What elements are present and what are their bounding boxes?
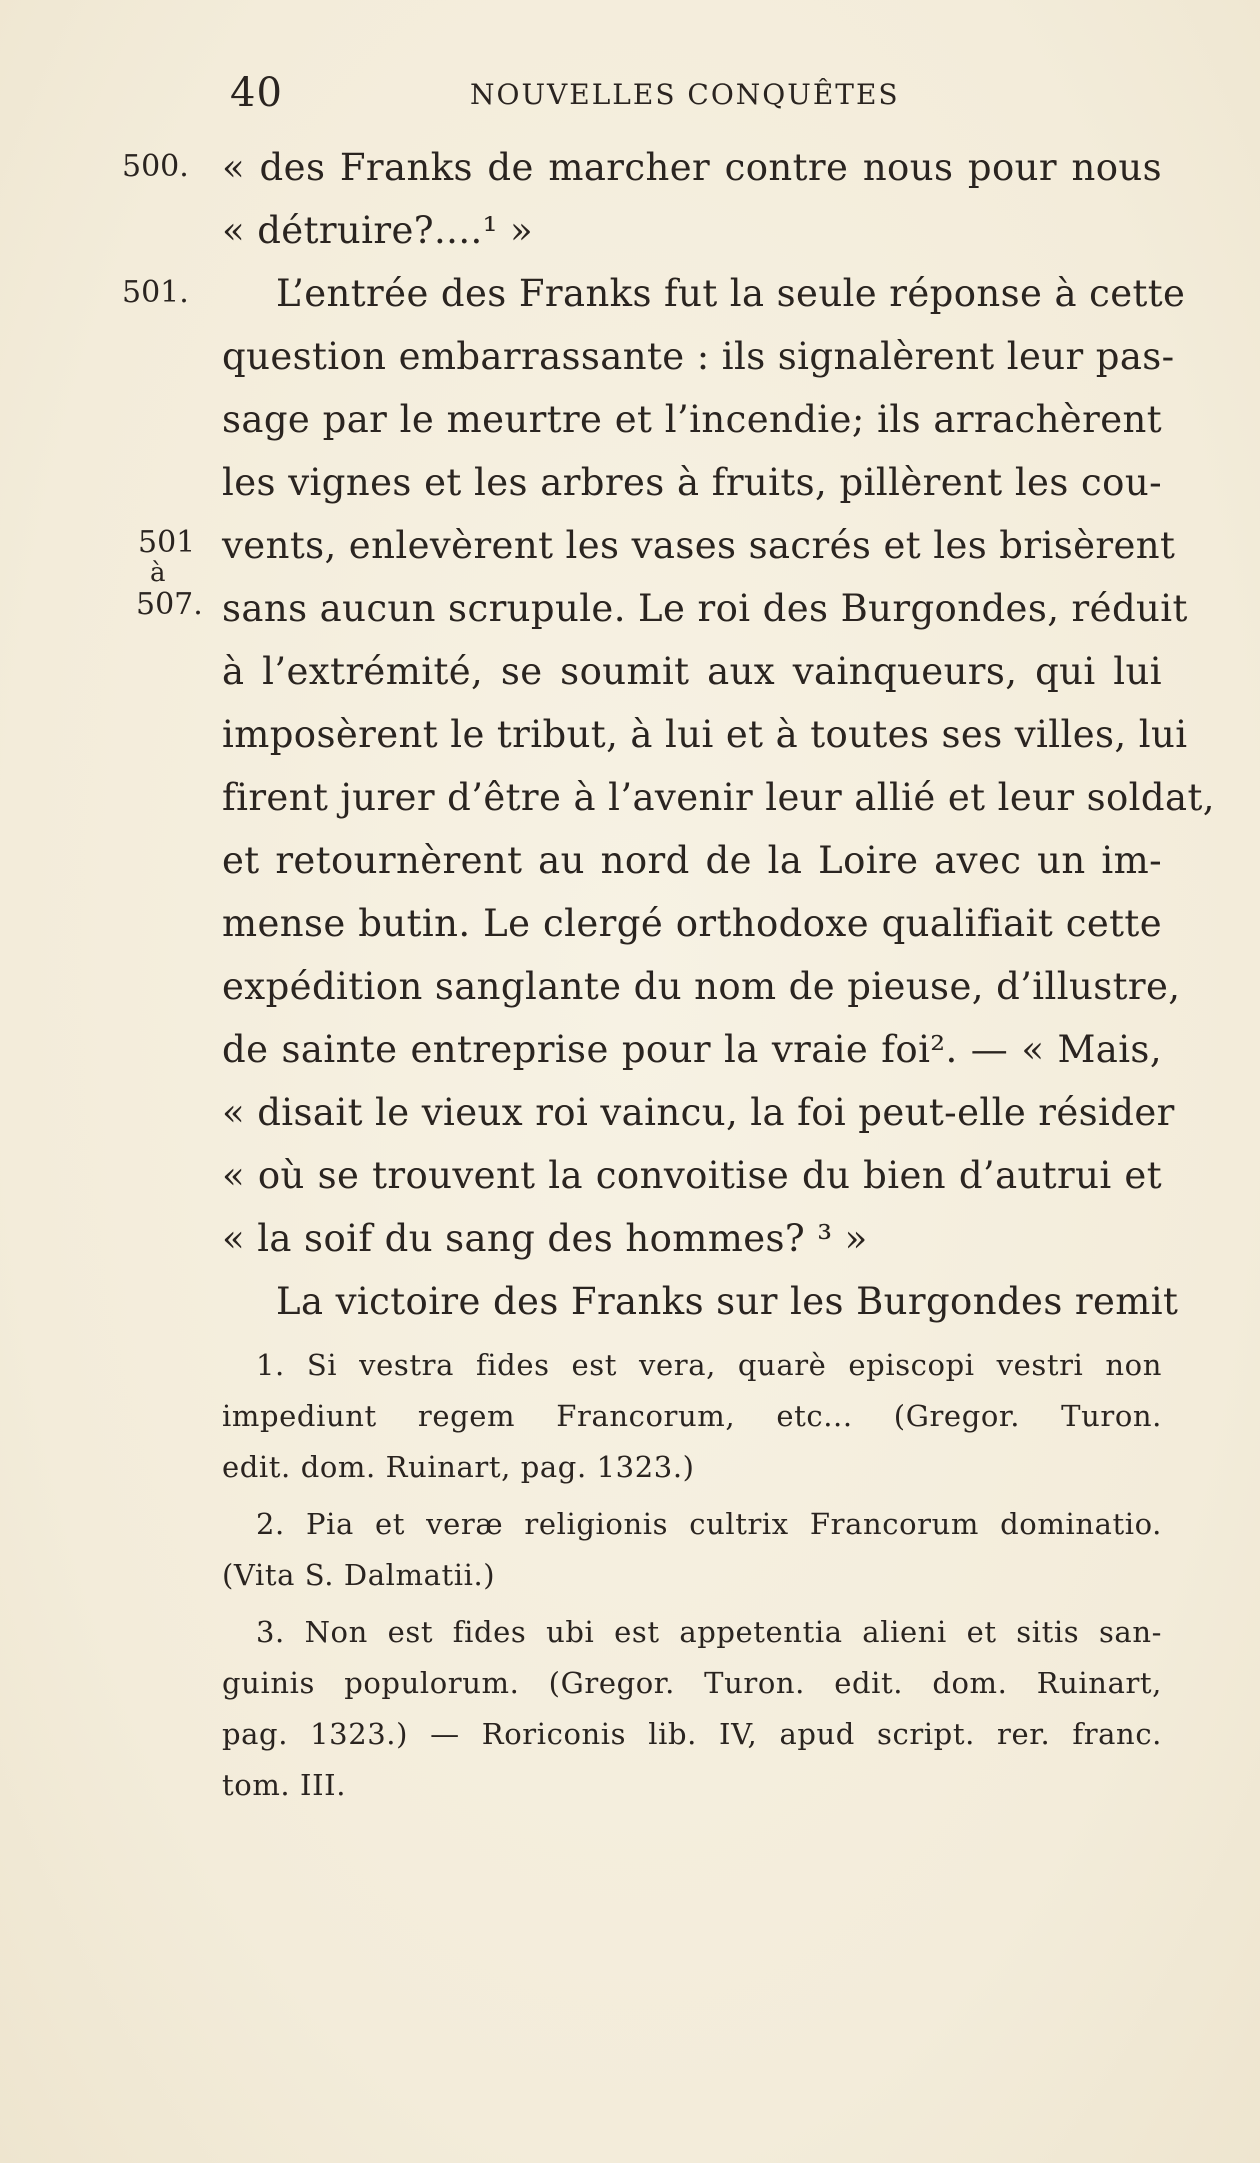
running-title: NOUVELLES CONQUÊTES	[470, 78, 900, 111]
body-line: vents, enlevèrent les vases sacrés et les brisèrent	[222, 524, 1176, 567]
footnote-1-line: 1. Si vestra fides est vera, quarè episcopi vestri non	[256, 1348, 1162, 1382]
margin-date-501: 501.	[122, 275, 189, 310]
margin-date-range-start: 501	[138, 525, 196, 560]
footnote-3-line: tom. III.	[222, 1768, 347, 1802]
body-line: les vignes et les arbres à fruits, pillèrent les cou-	[222, 461, 1162, 504]
footnote-2-line: 2. Pia et veræ religionis cultrix Francorum dominatio.	[256, 1507, 1162, 1541]
body-line: expédition sanglante du nom de pieuse, d’illustre,	[222, 965, 1181, 1008]
footnote-3-line: guinis populorum. (Gregor. Turon. edit. dom. Ruinart,	[222, 1666, 1162, 1700]
body-line: question embarrassante : ils signalèrent leur pas-	[222, 335, 1175, 378]
footnote-1-line: edit. dom. Ruinart, pag. 1323.)	[222, 1450, 695, 1484]
footnotes	[222, 1340, 1162, 1811]
body-line: « détruire?....¹ »	[222, 209, 534, 252]
footnote-3-line: 3. Non est fides ubi est appetentia alieni et sitis san-	[256, 1615, 1162, 1649]
body-line: imposèrent le tribut, à lui et à toutes ses villes, lui	[222, 713, 1188, 756]
body-text	[222, 136, 1215, 1333]
footnote-2-line: (Vita S. Dalmatii.)	[222, 1558, 496, 1592]
footnote-1-line: impediunt regem Francorum, etc... (Gregor. Turon.	[222, 1399, 1162, 1433]
body-line: sans aucun scrupule. Le roi des Burgondes, réduit	[222, 587, 1188, 630]
body-line: à l’extrémité, se soumit aux vainqueurs, qui lui	[222, 650, 1162, 693]
body-line: La victoire des Franks sur les Burgondes remit	[276, 1280, 1179, 1323]
body-line: et retournèrent au nord de la Loire avec un im-	[222, 839, 1162, 882]
body-line: firent jurer d’être à l’avenir leur allié et leur soldat,	[222, 776, 1215, 819]
body-line: « des Franks de marcher contre nous pour nous	[222, 146, 1162, 189]
body-line: sage par le meurtre et l’incendie; ils arrachèrent	[222, 398, 1162, 441]
body-line: « la soif du sang des hommes? ³ »	[222, 1217, 868, 1260]
body-line: mense butin. Le clergé orthodoxe qualifiait cette	[222, 902, 1162, 945]
body-line: « où se trouvent la convoitise du bien d’autrui et	[222, 1154, 1162, 1197]
margin-date-range-mid: à	[150, 558, 166, 588]
page-number: 40	[230, 70, 283, 116]
body-line: L’entrée des Franks fut la seule réponse à cette	[276, 272, 1186, 315]
body-line: « disait le vieux roi vaincu, la foi peut-elle résider	[222, 1091, 1175, 1134]
margin-date-500: 500.	[122, 149, 189, 184]
body-line: de sainte entreprise pour la vraie foi². — « Mais,	[222, 1028, 1162, 1071]
footnote-3-line: pag. 1323.) — Roriconis lib. IV, apud script. rer. franc.	[222, 1717, 1162, 1751]
page-header	[0, 70, 1260, 120]
margin-date-range-end: 507.	[136, 587, 203, 622]
